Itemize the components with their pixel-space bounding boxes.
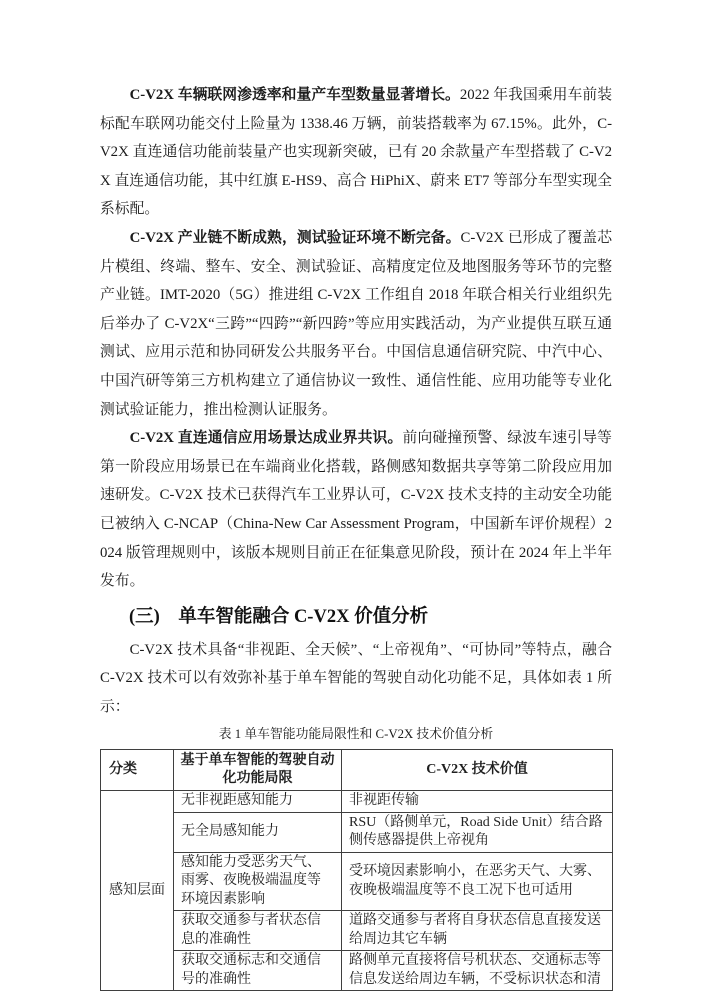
paragraph-3-body: 前向碰撞预警、绿波车速引导等第一阶段应用场景已在车端商业化搭载，路侧感知数据共享等第二阶段应用加速研发。C-V2X 技术已获得汽车工业界认可，C-V2X 技术支持的主动安全功能已被纳入 C-NCAP（China-New Car Assessment Program，中国新车评价规程）2024 版管理规则中，该版本规则目前正在征集意见阶段，预计在 2024 年上半年发布。: [100, 430, 612, 590]
paragraph-2-lead: C-V2X 产业链不断成熟，测试验证环境不断完备。: [129, 229, 461, 246]
table-cell-limitation: 获取交通参与者状态信息的准确性: [174, 911, 342, 951]
section-intro-paragraph: C-V2X 技术具备“非视距、全天候”、“上帝视角”、“可协同”等特点，融合 C-V2X 技术可以有效弥补基于单车智能的驾驶自动化功能不足，具体如表 1 所示：: [100, 641, 612, 715]
table-cell-limitation: 无非视距感知能力: [174, 791, 342, 813]
paragraph-1: [100, 81, 612, 224]
table-cell-limitation: 获取交通标志和交通信号的准确性: [174, 951, 342, 991]
table-cell-limitation: 无全局感知能力: [174, 812, 342, 852]
table-cell-value: 道路交通参与者将自身状态信息直接发送给周边其它车辆: [342, 911, 613, 951]
table-header-value: C-V2X 技术价值: [342, 750, 613, 791]
table-header-limitation: 基于单车智能的驾驶自动化功能局限: [174, 750, 342, 791]
paragraph-3-lead: C-V2X 直连通信应用场景达成业界共识。: [129, 430, 403, 447]
paragraph-3: [100, 424, 612, 596]
document-content: [100, 81, 612, 991]
paragraph-2-body: C-V2X 已形成了覆盖芯片模组、终端、整车、安全、测试验证、高精度定位及地图服务等环节的完整产业链。IMT-2020（5G）推进组 C-V2X 工作组自 2018 年联合相关行业组织先后举办了 C-V2X“三跨”“四跨”“新四跨”等应用实践活动，为产业提供互联互通测试、应用示范和协同研发公共服务平台。中国信息通信研究院、中汽中心、中国汽研等第三方机构建立了通信协议一致性、通信性能、应用功能等专业化测试验证能力，推出检测认证服务。: [100, 229, 612, 418]
table-cell-category: 感知层面: [101, 791, 174, 991]
table-row: [101, 791, 613, 813]
table-cell-value: 受环境因素影响小，在恶劣天气、大雾、夜晚极端温度等不良工况下也可适用: [342, 852, 613, 911]
table-cell-value: 非视距传输: [342, 791, 613, 813]
section-heading: (三) 单车智能融合 C-V2X 价值分析: [129, 606, 429, 627]
table-cell-value: RSU（路侧单元，Road Side Unit）结合路侧传感器提供上帝视角: [342, 812, 613, 852]
table-cell-limitation: 感知能力受恶劣天气、雨雾、夜晚极端温度等环境因素影响: [174, 852, 342, 911]
table-header-category: 分类: [101, 750, 174, 791]
paragraph-1-lead: C-V2X 车辆联网渗透率和量产车型数量显著增长。: [129, 87, 460, 103]
table-row: [101, 852, 613, 911]
table-caption: 表 1 单车智能功能局限性和 C-V2X 技术价值分析: [218, 727, 494, 742]
limitations-value-table: [100, 749, 613, 991]
table-row: [101, 951, 613, 991]
table-cell-value: 路侧单元直接将信号机状态、交通标志等信息发送给周边车辆，不受标识状态和清: [342, 951, 613, 991]
table-row: [101, 911, 613, 951]
table-row: [101, 812, 613, 852]
table-header-row: [101, 750, 613, 791]
paragraph-2: [100, 224, 612, 424]
paragraph-1-body: 2022 年我国乘用车前装标配车联网功能交付上险量为 1338.46 万辆，前装搭载率为 67.15%。此外，C-V2X 直连通信功能前装量产也实现新突破，已有 20 余款量产车型搭载了 C-V2X 直连通信功能，其中红旗 E-HS9、高合 HiPhiX、蔚来 ET7 等部分车型实现全系标配。: [100, 87, 612, 218]
